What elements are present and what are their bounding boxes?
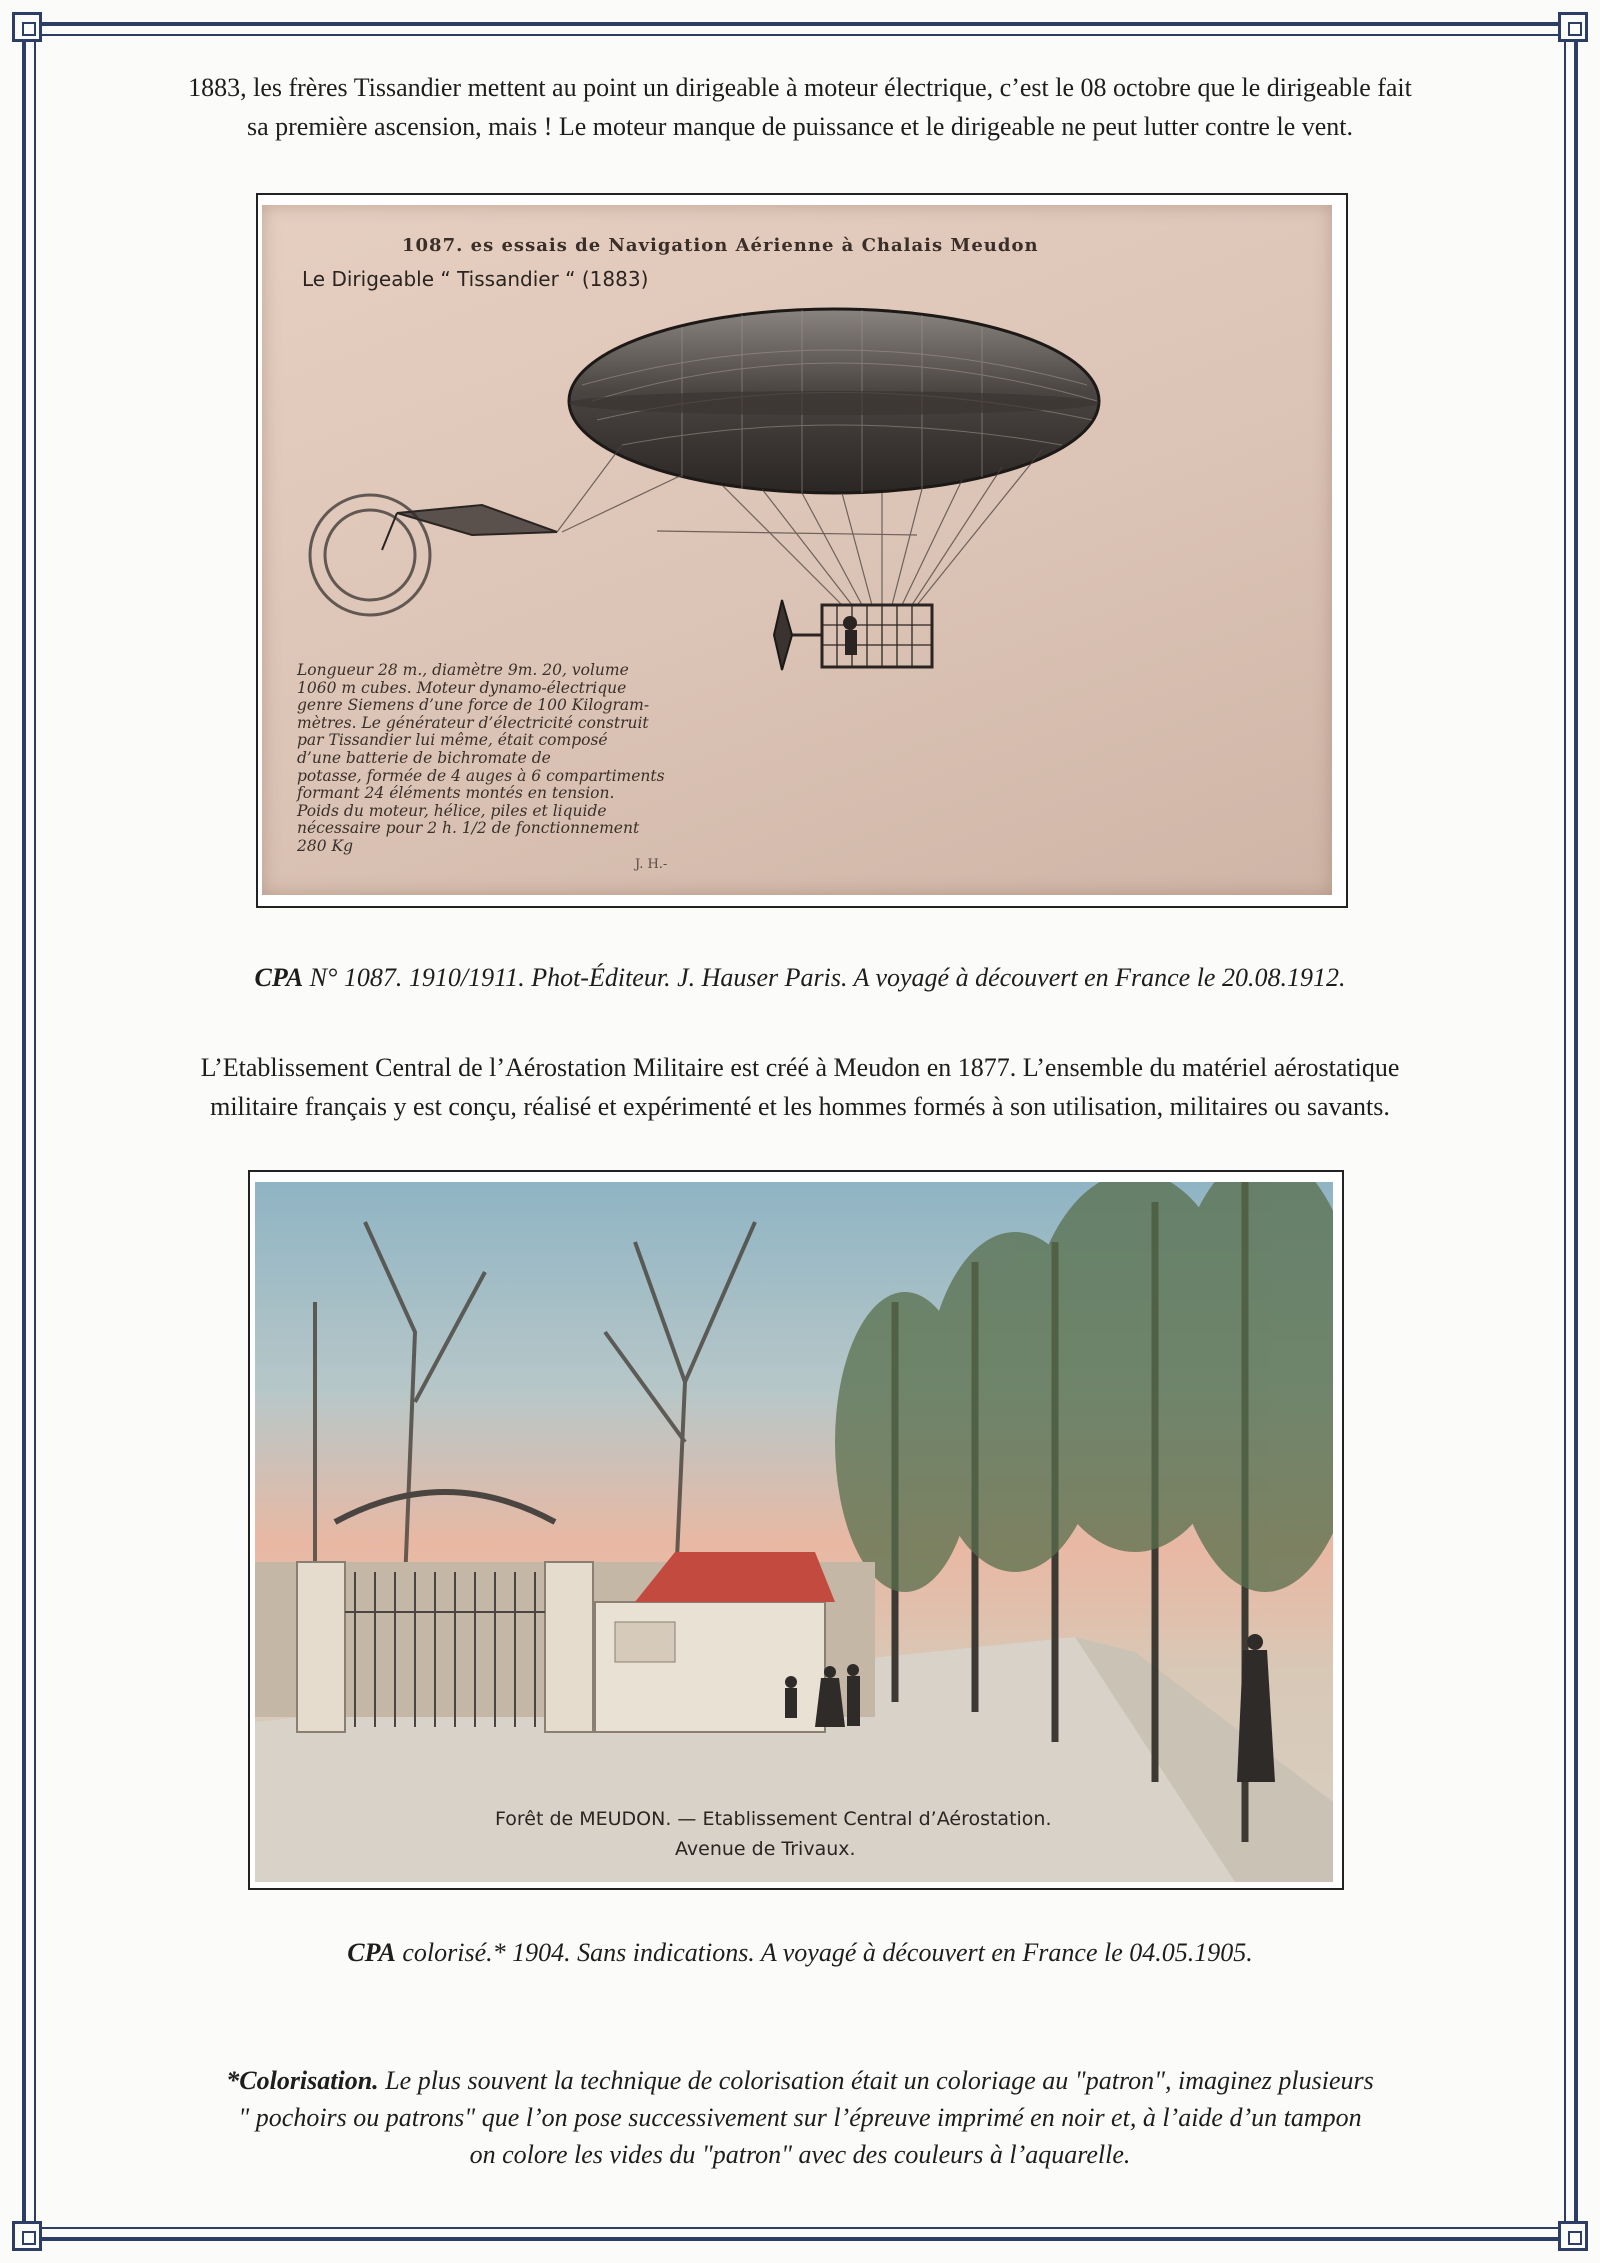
meudon-street-scene [255,1182,1333,1882]
note-line-1: Le plus souvent la technique de colorisation était un coloriage au "patron", imaginez plusieurs [378,2066,1374,2095]
corner-ornament-bottom-left [12,2221,42,2251]
note-line-3: on colore les vides du "patron" avec des couleurs à l’aquarelle. [469,2140,1131,2169]
corner-ornament-top-left [12,12,42,42]
caption-1-label: CPA [254,963,304,992]
postcard-1-description: Longueur 28 m., diamètre 9m. 20, volume 1060 m cubes. Moteur dynamo-électrique genre Siemens d’une force de 100 Kilogram- mètres. Le générateur d’électricité construit par Tissandier lui même, était composé d’une batterie de bichromate de potasse, formée de 4 auges à 6 compartiments formant 24 éléments montés en tension. Poids du moteur, hélice, piles et liquide nécessaire pour 2 h. 1/2 de fonctionnement 280 Kg [297,661,665,855]
postcard-1-header: 1087. es essais de Navigation Aérienne à Chalais Meudon [402,235,1039,256]
caption-1-text: N° 1087. 1910/1911. Phot-Éditeur. J. Hauser Paris. A voyagé à découvert en France le 20.08.1912. [303,963,1346,992]
intro-paragraph [80,68,1520,146]
intro-line-2: sa première ascension, mais ! Le moteur manque de puissance et le dirigeable ne peut lutter contre le vent. [246,112,1353,141]
caption-2-label: CPA [347,1938,396,1967]
corner-ornament-top-right [1558,12,1588,42]
intro-line-1: 1883, les frères Tissandier mettent au point un dirigeable à moteur électrique, c’est le 08 octobre que le dirigeable fait [188,73,1412,102]
middle-paragraph [80,1048,1520,1126]
postcard-1-credit: J. H.- [635,857,668,872]
note-label: *Colorisation. [226,2066,379,2095]
postcard-2-meudon [255,1182,1333,1882]
caption-2-text: colorisé.* 1904. Sans indications. A voyagé à découvert en France le 04.05.1905. [395,1938,1253,1967]
caption-postcard-2 [80,1935,1520,1971]
postcard-1-airship [262,205,1332,895]
middle-line-2: militaire français y est conçu, réalisé et expérimenté et les hommes formés à son utilisation, militaires ou savants. [210,1092,1390,1121]
middle-line-1: L’Etablissement Central de l’Aérostation Militaire est créé à Meudon en 1877. L’ensemble du matériel aérostatique [200,1053,1400,1082]
postcard-2-caption-line-2: Avenue de Trivaux. [675,1838,856,1860]
caption-postcard-1 [80,960,1520,996]
postcard-1-title: Le Dirigeable “ Tissandier “ (1883) [302,267,649,291]
colorisation-note [80,2062,1520,2173]
note-line-2: " pochoirs ou patrons" que l’on pose successivement sur l’épreuve imprimé en noir et, à l’aide d’un tampon [238,2103,1362,2132]
postcard-2-caption-line-1: Forêt de MEUDON. — Etablissement Central d’Aérostation. [495,1808,1052,1830]
corner-ornament-bottom-right [1558,2221,1588,2251]
